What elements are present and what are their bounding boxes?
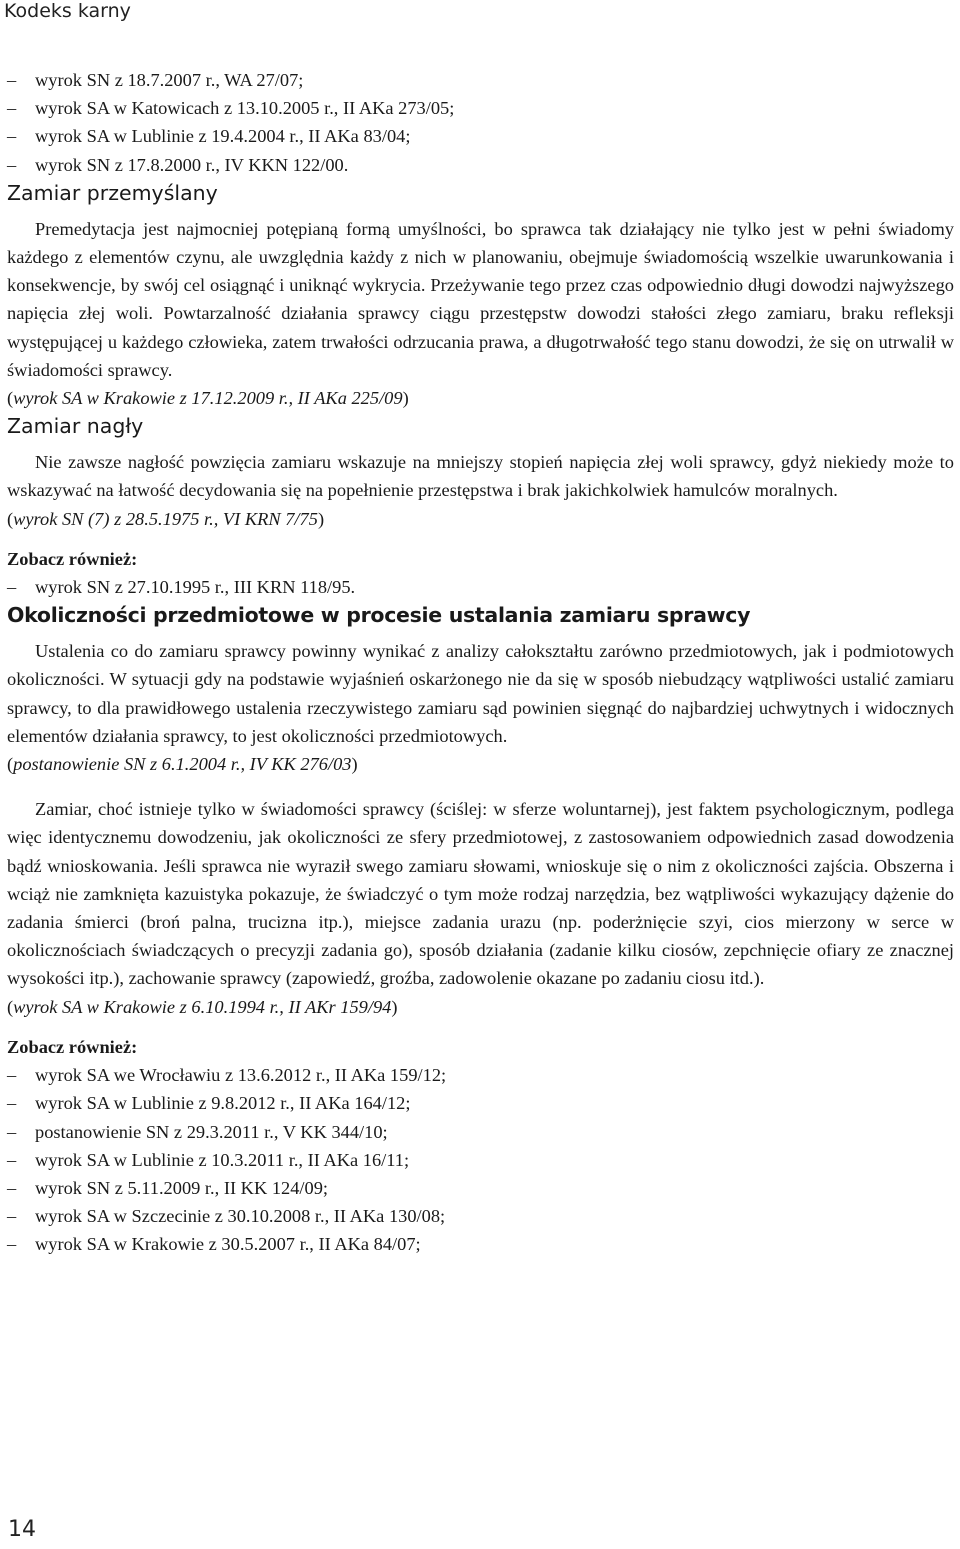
dash-bullet: – (7, 1177, 17, 1198)
list-item-text: wyrok SN z 18.7.2007 r., WA 27/07; (35, 70, 304, 90)
section3-paragraph-1: Ustalenia co do zamiaru sprawcy powinny wynikać z analizy całokształtu zarówno przedmiotowych, jak i podmiotowych okoliczności. W sytuacji gdy na podstawie wyjaśnień oskarżonego nie da się w sposób niebudzący wątpliwości ustalić zamiaru sprawcy, to dla prawidłowego ustalenia rzeczywistego zamiaru sąd powinien sięgnąć do najbardziej uchwytnych i widocznych elementów działania sprawcy, to jest okoliczności przedmiotowych. (7, 641, 954, 746)
section2-see-also-label: Zobacz również: (7, 548, 138, 569)
list-item-text: wyrok SA w Lublinie z 10.3.2011 r., II AKa 16/11; (35, 1149, 410, 1170)
list-item (7, 1202, 954, 1230)
list-item-text: wyrok SA w Katowicach z 13.10.2005 r., II AKa 273/05; (35, 98, 455, 119)
list-item (7, 151, 954, 179)
citation-text: postanowienie SN z 6.1.2004 r., IV KK 276/03 (13, 754, 352, 775)
citation-text: wyrok SA w Krakowie z 6.10.1994 r., II AKr 159/94 (13, 996, 392, 1017)
list-item (7, 94, 954, 122)
list-item-text: postanowienie SN z 29.3.2011 r., V KK 344/10; (35, 1121, 388, 1142)
list-item-text: wyrok SN z 27.10.1995 r., III KRN 118/95. (35, 577, 356, 598)
dash-bullet: – (7, 98, 17, 119)
section2-see-also-list (7, 573, 954, 601)
list-item (7, 122, 954, 150)
dash-bullet: – (7, 1121, 17, 1142)
citation-text: wyrok SA w Krakowie z 17.12.2009 r., II AKa 225/09 (13, 388, 403, 409)
page-number: 14 (8, 1517, 36, 1542)
list-item (7, 66, 954, 94)
list-item-text: wyrok SA w Lublinie z 19.4.2004 r., II AKa 83/04; (35, 126, 411, 147)
dash-bullet: – (7, 1065, 17, 1086)
dash-bullet: – (7, 577, 17, 598)
list-item-text: wyrok SA we Wrocławiu z 13.6.2012 r., II AKa 159/12; (35, 1065, 447, 1086)
section3-see-also-label: Zobacz również: (7, 1036, 138, 1057)
list-item (7, 1146, 954, 1174)
page-content (7, 66, 954, 1259)
running-head: Kodeks karny (4, 0, 131, 22)
dash-bullet: – (7, 1206, 17, 1227)
list-item (7, 1230, 954, 1258)
section2-paragraph: Nie zawsze nagłość powzięcia zamiaru wskazuje na mniejszy stopień napięcia złej woli sprawcy, gdyż niekiedy może to wskazywać na łatwość decydowania się na popełnienie przestępstwa i brak jakichkolwiek hamulców moralnych. (7, 452, 954, 501)
section2-citation: (wyrok SN (7) z 28.5.1975 r., VI KRN 7/75) (7, 508, 325, 529)
list-item-text: wyrok SA w Krakowie z 30.5.2007 r., II AKa 84/07; (35, 1234, 421, 1255)
list-item (7, 1174, 954, 1202)
list-item (7, 1061, 954, 1089)
dash-bullet: – (7, 1093, 17, 1114)
section1-citation: (wyrok SA w Krakowie z 17.12.2009 r., II AKa 225/09) (7, 388, 409, 409)
dash-bullet: – (7, 154, 17, 175)
section-heading-zamiar-przemyslany: Zamiar przemyślany (7, 180, 218, 205)
section3-paragraph-2: Zamiar, choć istnieje tylko w świadomości sprawcy (ściślej: w sferze woluntarnej), jest faktem psychologicznym, podlega więc identycznemu dowodzeniu, jak okoliczności ze sfery przedmiotowej, z zastosowaniem odpowiednich zasad dowodzenia bądź wnioskowania. Jeśli sprawca nie wyraził swego zamiaru słowami, wnioskuje się o nim z okoliczności zajścia. Obszerna i wciąż nie zamknięta kazuistyka pokazuje, że świadczyć o tym może rodzaj narzędzia, bez wątpliwości wykazujący dążenie do zadania śmierci (broń palna, trucizna itp.), miejsce zadania urazu (np. poderżnięcie szyi, cios mierzony w serce w okolicznościach świadczących o precyzji zadania go), sposób działania (zadanie kilku ciosów, zepchnięcie ofiary ze znacznej wysokości itp.), zachowanie sprawcy (zapowiedź, groźba, zadowolenie okazane po zadaniu ciosu itd.). (7, 799, 954, 989)
dash-bullet: – (7, 1149, 17, 1170)
list-item-text: wyrok SN z 5.11.2009 r., II KK 124/09; (35, 1177, 329, 1198)
dash-bullet: – (7, 126, 17, 147)
section3-citation-2: (wyrok SA w Krakowie z 6.10.1994 r., II AKr 159/94) (7, 996, 398, 1017)
dash-bullet: – (7, 1234, 17, 1255)
section3-see-also-list (7, 1061, 954, 1258)
list-item (7, 1089, 954, 1117)
section3-citation-1: (postanowienie SN z 6.1.2004 r., IV KK 276/03) (7, 754, 358, 775)
list-item-text: wyrok SA w Szczecinie z 30.10.2008 r., II AKa 130/08; (35, 1206, 446, 1227)
citation-text: wyrok SN (7) z 28.5.1975 r., VI KRN 7/75 (13, 508, 318, 529)
section1-paragraph: Premedytacja jest najmocniej potępianą formą umyślności, bo sprawca tak działający nie tylko jest w pełni świadomy każdego z elementów czynu, ale uwzględnia każdy z nich w planowaniu, obejmuje świadomością wszelkie uwarunkowania i konsekwencje, by swój cel osiągnąć i uniknąć wykrycia. Przeżywanie tego przez czas odpowiednio długi dowodzi najwyższego napięcia złej woli. Powtarzalność działania sprawcy ciągu przestępstw dowodzi stałości złego zamiaru, braku refleksji występującej u każdego człowieka, zatem trwałości odrzucania prawa, a długotrwałość tego stanu dowodzi, że się on utrwalił w świadomości sprawcy. (7, 218, 954, 380)
section-heading-okolicznosci-przedmiotowe: Okoliczności przedmiotowe w procesie ustalania zamiaru sprawcy (7, 603, 751, 628)
list-item (7, 573, 954, 601)
list-item (7, 1118, 954, 1146)
top-citation-list (7, 66, 954, 179)
dash-bullet: – (7, 70, 17, 90)
list-item-text: wyrok SN z 17.8.2000 r., IV KKN 122/00. (35, 154, 349, 175)
section-heading-zamiar-nagly: Zamiar nagły (7, 414, 144, 439)
list-item-text: wyrok SA w Lublinie z 9.8.2012 r., II AKa 164/12; (35, 1093, 411, 1114)
